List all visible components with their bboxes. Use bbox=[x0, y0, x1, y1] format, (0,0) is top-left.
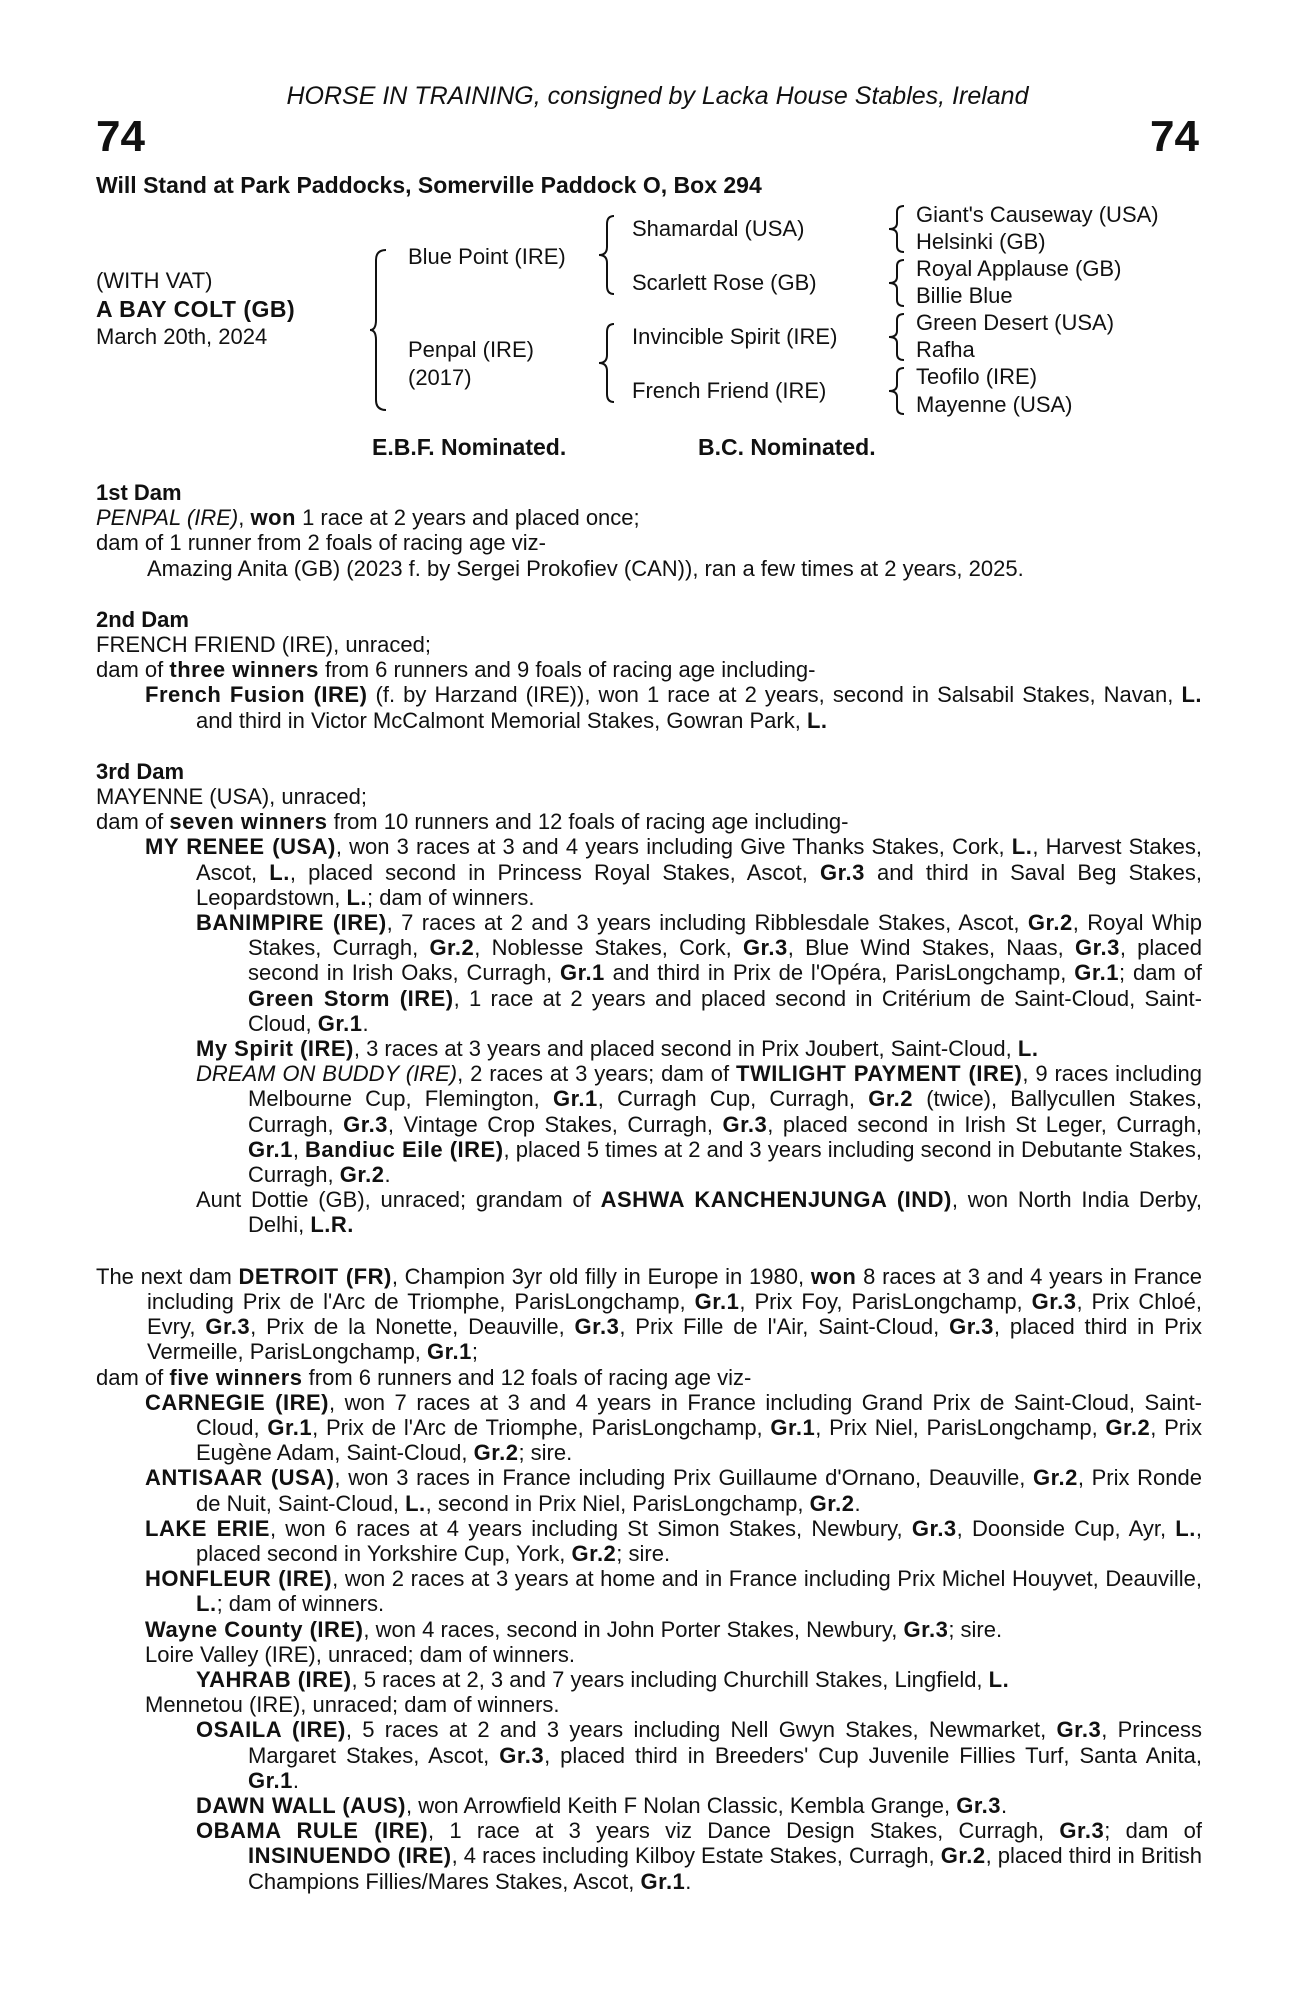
pedigree-sire-sire: Shamardal (USA) bbox=[632, 216, 805, 241]
page-header: HORSE IN TRAINING, consigned by Lacka House Stables, Ireland bbox=[286, 82, 1029, 110]
first-dam-line: PENPAL (IRE), won 1 race at 2 years and placed once; bbox=[96, 505, 640, 531]
catalogue-body bbox=[96, 480, 1202, 1894]
pedigree-dam-dam: French Friend (IRE) bbox=[632, 378, 827, 403]
pedigree-brace-main bbox=[368, 248, 388, 412]
french-fusion-entry: French Fusion (IRE) (f. by Harzand (IRE)), won 1 race at 2 years, second in Salsabil Stakes, Navan, L. and third in Victor McCalmont Memorial Stakes, Gowran Park, L. bbox=[145, 682, 1202, 733]
pedigree-brace-ds bbox=[886, 312, 906, 362]
dream-on-buddy-entry: DREAM ON BUDDY (IRE), 2 races at 3 years; dam of TWILIGHT PAYMENT (IRE), 9 races including Melbourne Cup, Flemington, Gr.1, Curragh Cup, Curragh, Gr.2 (twice), Ballycullen Stakes, Curragh, Gr.3, Vintage Crop Stakes, Curragh, Gr.3, placed second in Irish St Leger, Curragh, Gr.1, Bandiuc Eile (IRE), placed 5 times at 2 and 3 years including second in Debutante Stakes, Curragh, Gr.2. bbox=[196, 1061, 1203, 1188]
pedigree-brace-sd bbox=[886, 258, 906, 308]
pedigree-dam-sire: Invincible Spirit (IRE) bbox=[632, 324, 838, 349]
pedigree-brace-dam bbox=[596, 322, 616, 404]
loire-valley-entry: Loire Valley (IRE), unraced; dam of winners. bbox=[145, 1641, 575, 1667]
lake-erie-entry: LAKE ERIE, won 6 races at 4 years including St Simon Stakes, Newbury, Gr.3, Doonside Cup, Ayr, L., placed second in Yorkshire Cup, York, Gr.2; sire. bbox=[145, 1515, 1202, 1566]
pedigree-dss: Green Desert (USA) bbox=[916, 310, 1115, 335]
pedigree-dam-year: (2017) bbox=[408, 365, 472, 390]
next-dam-entry: The next dam DETROIT (FR), Champion 3yr old filly in Europe in 1980, won 8 races at 3 and 4 years in France including Prix de l'Arc de Triomphe, ParisLongchamp, Gr.1, Prix Foy, ParisLongchamp, Gr.3, Prix Chloé, Evry, Gr.3, Prix de la Nonette, Deauville, Gr.3, Prix Fille de l'Air, Saint-Cloud, Gr.3, placed third in Prix Vermeille, ParisLongchamp, Gr.1; bbox=[96, 1263, 1203, 1365]
antisaar-entry: ANTISAAR (USA), won 3 races in France including Prix Guillaume d'Ornano, Deauville, Gr.2, Prix Ronde de Nuit, Saint-Cloud, L., second in Prix Niel, ParisLongchamp, Gr.2. bbox=[145, 1465, 1202, 1516]
wayne-county-entry: Wayne County (IRE), won 4 races, second in John Porter Stakes, Newbury, Gr.3; sire. bbox=[145, 1616, 1003, 1642]
banimpire-entry: BANIMPIRE (IRE), 7 races at 2 and 3 years including Ribblesdale Stakes, Ascot, Gr.2, Royal Whip Stakes, Curragh, Gr.2, Noblesse Stakes, Cork, Gr.3, Blue Wind Stakes, Naas, Gr.3, placed second in Irish Oaks, Curragh, Gr.1 and third in Prix de l'Opéra, ParisLongchamp, Gr.1; dam of Green Storm (IRE), 1 race at 2 years and placed second in Critérium de Saint-Cloud, Saint-Cloud, Gr.1. bbox=[196, 910, 1203, 1036]
my-spirit-entry: My Spirit (IRE), 3 races at 3 years and placed second in Prix Joubert, Saint-Cloud, L. bbox=[196, 1036, 1039, 1062]
obama-rule-entry: OBAMA RULE (IRE), 1 race at 3 years viz Dance Design Stakes, Curragh, Gr.3; dam of INSINUENDO (IRE), 4 races including Kilboy Estate Stakes, Curragh, Gr.2, placed third in British Champions Fillies/Mares Stakes, Ascot, Gr.1. bbox=[196, 1818, 1203, 1894]
pedigree-ddd: Mayenne (USA) bbox=[916, 392, 1073, 417]
second-dam-line: FRENCH FRIEND (IRE), unraced; bbox=[96, 632, 431, 658]
first-dam-heading: 1st Dam bbox=[96, 480, 182, 505]
pedigree-brace-dd bbox=[886, 366, 906, 416]
osaila-entry: OSAILA (IRE), 5 races at 2 and 3 years including Nell Gwyn Stakes, Newmarket, Gr.3, Princess Margaret Stakes, Ascot, Gr.3, placed third in Breeders' Cup Juvenile Fillies Turf, Santa Anita, Gr.1. bbox=[196, 1717, 1202, 1793]
pedigree-dsd: Rafha bbox=[916, 337, 975, 362]
third-dam-produce: dam of seven winners from 10 runners and 12 foals of racing age including- bbox=[96, 809, 849, 835]
lot-number-right: 74 bbox=[1150, 112, 1199, 161]
pedigree-dam: Penpal (IRE) bbox=[408, 337, 534, 362]
yahrab-entry: YAHRAB (IRE), 5 races at 2, 3 and 7 years including Churchill Stakes, Lingfield, L. bbox=[196, 1666, 1010, 1692]
foaling-date: March 20th, 2024 bbox=[96, 324, 268, 349]
aunt-dottie-entry: Aunt Dottie (GB), unraced; grandam of ASHWA KANCHENJUNGA (IND), won North India Derby, Delhi, L.R. bbox=[196, 1187, 1203, 1238]
pedigree-brace-ss bbox=[886, 204, 906, 254]
my-renee-entry: MY RENEE (USA), won 3 races at 3 and 4 years including Give Thanks Stakes, Cork, L., Harvest Stakes, Ascot, L., placed second in Princess Royal Stakes, Ascot, Gr.3 and third in Saval Beg Stakes, Leopardstown, L.; dam of winners. bbox=[145, 834, 1202, 910]
next-dam-produce: dam of five winners from 6 runners and 12 foals of racing age viz- bbox=[96, 1364, 752, 1390]
honfleur-entry: HONFLEUR (IRE), won 2 races at 3 years at home and in France including Prix Michel Houyvet, Deauville, L.; dam of winners. bbox=[145, 1566, 1202, 1617]
first-dam-runner: Amazing Anita (GB) (2023 f. by Sergei Prokofiev (CAN)), ran a few times at 2 years, 2025. bbox=[147, 555, 1024, 581]
dawn-wall-entry: DAWN WALL (AUS), won Arrowfield Keith F Nolan Classic, Kembla Grange, Gr.3. bbox=[196, 1792, 1008, 1818]
mennetou-entry: Mennetou (IRE), unraced; dam of winners. bbox=[145, 1692, 560, 1718]
pedigree-sds: Royal Applause (GB) bbox=[916, 256, 1122, 281]
lot-number-left: 74 bbox=[96, 112, 145, 161]
third-dam-heading: 3rd Dam bbox=[96, 758, 185, 784]
pedigree-sss: Giant's Causeway (USA) bbox=[916, 202, 1159, 227]
pedigree-brace-sire bbox=[596, 214, 616, 296]
pedigree-ssd: Helsinki (GB) bbox=[916, 229, 1046, 254]
lot-name: A BAY COLT (GB) bbox=[96, 296, 296, 322]
bc-nomination: B.C. Nominated. bbox=[698, 434, 876, 460]
third-dam-line: MAYENNE (USA), unraced; bbox=[96, 784, 368, 810]
ebf-nomination: E.B.F. Nominated. bbox=[372, 434, 567, 460]
second-dam-produce: dam of three winners from 6 runners and 9 foals of racing age including- bbox=[96, 657, 816, 683]
pedigree-sire-dam: Scarlett Rose (GB) bbox=[632, 270, 817, 295]
stand-location: Will Stand at Park Paddocks, Somerville Paddock O, Box 294 bbox=[96, 172, 762, 198]
pedigree-dds: Teofilo (IRE) bbox=[916, 364, 1038, 389]
vat-note: (WITH VAT) bbox=[96, 268, 213, 293]
first-dam-produce: dam of 1 runner from 2 foals of racing age viz- bbox=[96, 530, 546, 556]
pedigree-sire: Blue Point (IRE) bbox=[408, 244, 566, 269]
pedigree-sdd: Billie Blue bbox=[916, 283, 1013, 308]
second-dam-heading: 2nd Dam bbox=[96, 606, 189, 632]
carnegie-entry: CARNEGIE (IRE), won 7 races at 3 and 4 years in France including Grand Prix de Saint-Cloud, Saint-Cloud, Gr.1, Prix de l'Arc de Triomphe, ParisLongchamp, Gr.1, Prix Niel, ParisLongchamp, Gr.2, Prix Eugène Adam, Saint-Cloud, Gr.2; sire. bbox=[145, 1389, 1203, 1466]
